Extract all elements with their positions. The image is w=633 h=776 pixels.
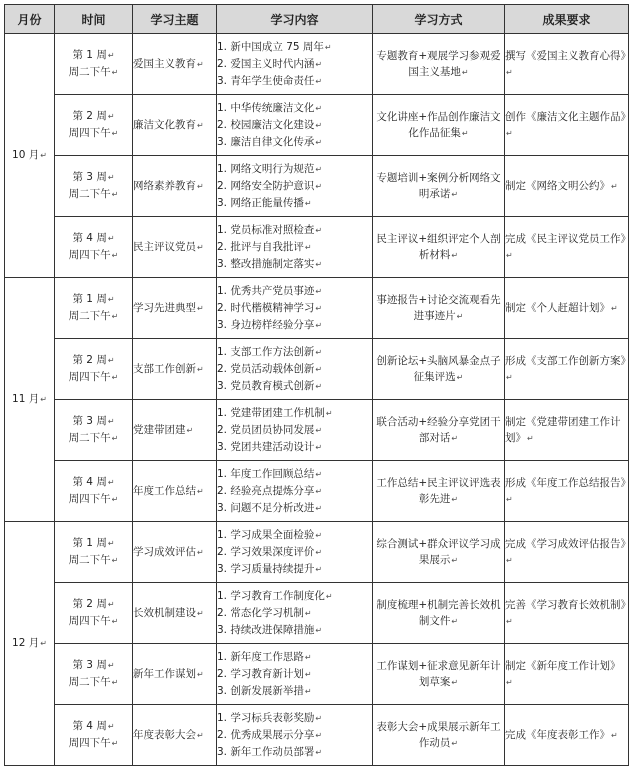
time-cell [55, 400, 133, 461]
content-item: 3. 廉洁自律文化传承↵ [217, 135, 323, 148]
method-text: 专题培训+案例分析网络文明承诺↵ [376, 171, 501, 200]
result-text: 创作《廉洁文化主题作品》↵ [505, 110, 631, 138]
paragraph-mark-icon: ↵ [107, 51, 115, 60]
time-line: 周四下午↵ [68, 127, 119, 139]
theme-text: 网络素养教育↵ [133, 179, 204, 192]
paragraph-mark-icon: ↵ [611, 181, 618, 191]
paragraph-mark-icon: ↵ [111, 251, 119, 260]
content-item: 2. 优秀成果展示分享↵ [217, 728, 323, 741]
paragraph-mark-icon: ↵ [315, 225, 323, 235]
result-cell [505, 34, 629, 95]
header-time: 时间 [55, 5, 133, 34]
paragraph-mark-icon: ↵ [315, 425, 323, 435]
content-item: 3. 问题不足分析改进↵ [217, 501, 323, 514]
method-cell [373, 461, 505, 522]
paragraph-mark-icon: ↵ [315, 76, 323, 86]
paragraph-mark-icon: ↵ [315, 381, 323, 391]
result-cell [505, 522, 629, 583]
content-item: 2. 学习教育新计划↵ [217, 667, 312, 680]
month-label: 12 月↵ [12, 637, 47, 649]
theme-cell [133, 400, 217, 461]
content-item: 3. 网络正能量传播↵ [217, 196, 312, 209]
paragraph-mark-icon: ↵ [197, 303, 204, 313]
paragraph-mark-icon: ↵ [315, 303, 323, 313]
paragraph-mark-icon: ↵ [315, 164, 323, 174]
time-line: 周四下午↵ [68, 615, 119, 627]
time-line: 周二下午↵ [68, 66, 119, 78]
time-line: 第 3 周↵ [72, 659, 115, 671]
result-cell [505, 461, 629, 522]
result-cell [505, 705, 629, 766]
month-label: 10 月↵ [12, 149, 47, 161]
paragraph-mark-icon: ↵ [315, 547, 323, 557]
content-item: 3. 整改措施制定落实↵ [217, 257, 323, 270]
content-item: 1. 新中国成立 75 周年↵ [217, 40, 332, 53]
result-cell [505, 217, 629, 278]
theme-cell [133, 522, 217, 583]
time-line: 周二下午↵ [68, 554, 119, 566]
content-cell [217, 461, 373, 522]
table-row [5, 34, 629, 95]
paragraph-mark-icon: ↵ [197, 669, 204, 679]
content-item: 3. 持续改进保障措施↵ [217, 623, 323, 636]
method-text: 工作谋划+征求意见新年计划草案↵ [376, 659, 501, 688]
theme-cell [133, 644, 217, 705]
table-row [5, 522, 629, 583]
content-cell [217, 217, 373, 278]
paragraph-mark-icon: ↵ [325, 591, 333, 601]
content-item: 2. 时代楷模精神学习↵ [217, 301, 323, 314]
method-cell [373, 583, 505, 644]
theme-text: 爱国主义教育↵ [133, 57, 204, 70]
paragraph-mark-icon: ↵ [197, 59, 204, 69]
paragraph-mark-icon: ↵ [315, 486, 323, 496]
paragraph-mark-icon: ↵ [186, 425, 194, 435]
content-item: 1. 网络文明行为规范↵ [217, 162, 323, 175]
header-month: 月份 [5, 5, 55, 34]
content-item: 2. 党员活动载体创新↵ [217, 362, 323, 375]
theme-text: 廉洁文化教育↵ [133, 118, 204, 131]
month-cell [5, 278, 55, 522]
paragraph-mark-icon: ↵ [315, 347, 323, 357]
paragraph-mark-icon: ↵ [461, 67, 469, 77]
time-cell [55, 583, 133, 644]
time-cell [55, 278, 133, 339]
table-row [5, 644, 629, 705]
theme-cell [133, 95, 217, 156]
method-text: 专题教育+观展学习参观爱国主义基地↵ [376, 49, 501, 78]
paragraph-mark-icon: ↵ [304, 669, 312, 679]
paragraph-mark-icon: ↵ [506, 494, 513, 504]
time-cell [55, 461, 133, 522]
method-text: 事迹报告+讨论交流观看先进事迹片↵ [376, 293, 501, 322]
paragraph-mark-icon: ↵ [111, 678, 119, 687]
theme-cell [133, 217, 217, 278]
method-cell [373, 156, 505, 217]
content-item: 1. 年度工作回顾总结↵ [217, 467, 323, 480]
theme-text: 民主评议党员↵ [133, 240, 204, 253]
method-cell [373, 217, 505, 278]
paragraph-mark-icon: ↵ [111, 617, 119, 626]
paragraph-mark-icon: ↵ [107, 478, 115, 487]
content-item: 3. 新年工作动员部署↵ [217, 745, 323, 758]
content-item: 3. 党团共建活动设计↵ [217, 440, 323, 453]
time-line: 周四下午↵ [68, 249, 119, 261]
paragraph-mark-icon: ↵ [324, 42, 332, 52]
paragraph-mark-icon: ↵ [111, 739, 119, 748]
content-cell [217, 400, 373, 461]
result-text: 完善《学习教育长效机制》↵ [505, 598, 631, 626]
time-cell [55, 705, 133, 766]
theme-cell [133, 278, 217, 339]
content-cell [217, 34, 373, 95]
paragraph-mark-icon: ↵ [315, 730, 323, 740]
paragraph-mark-icon: ↵ [304, 198, 312, 208]
content-cell [217, 522, 373, 583]
content-item: 1. 优秀共产党员事迹↵ [217, 284, 323, 297]
paragraph-mark-icon: ↵ [451, 494, 459, 504]
result-text: 形成《年度工作总结报告》↵ [505, 476, 631, 504]
paragraph-mark-icon: ↵ [315, 103, 323, 113]
header-method: 学习方式 [373, 5, 505, 34]
table-row [5, 583, 629, 644]
paragraph-mark-icon: ↵ [111, 68, 119, 77]
paragraph-mark-icon: ↵ [315, 137, 323, 147]
time-cell [55, 34, 133, 95]
content-cell [217, 705, 373, 766]
result-text: 形成《支部工作创新方案》↵ [505, 354, 631, 382]
paragraph-mark-icon: ↵ [451, 738, 459, 748]
theme-cell [133, 156, 217, 217]
content-item: 2. 党员团员协同发展↵ [217, 423, 323, 436]
content-item: 2. 爱国主义时代内涵↵ [217, 57, 323, 70]
content-item: 1. 党员标准对照检查↵ [217, 223, 323, 236]
content-cell [217, 278, 373, 339]
paragraph-mark-icon: ↵ [197, 547, 204, 557]
table-row [5, 339, 629, 400]
result-cell [505, 278, 629, 339]
paragraph-mark-icon: ↵ [315, 320, 323, 330]
theme-text: 新年工作谋划↵ [133, 667, 204, 680]
paragraph-mark-icon: ↵ [111, 495, 119, 504]
header-theme: 学习主题 [133, 5, 217, 34]
paragraph-mark-icon: ↵ [197, 364, 204, 374]
theme-text: 支部工作创新↵ [133, 362, 204, 375]
time-cell [55, 522, 133, 583]
table-row [5, 461, 629, 522]
theme-text: 年度表彰大会↵ [133, 728, 204, 741]
time-line: 周四下午↵ [68, 371, 119, 383]
paragraph-mark-icon: ↵ [107, 661, 115, 670]
paragraph-mark-icon: ↵ [325, 408, 333, 418]
paragraph-mark-icon: ↵ [451, 189, 459, 199]
paragraph-mark-icon: ↵ [304, 686, 312, 696]
content-item: 2. 学习效果深度评价↵ [217, 545, 323, 558]
paragraph-mark-icon: ↵ [506, 67, 513, 77]
paragraph-mark-icon: ↵ [611, 730, 618, 740]
time-line: 第 4 周↵ [72, 232, 115, 244]
paragraph-mark-icon: ↵ [107, 722, 115, 731]
content-item: 1. 支部工作方法创新↵ [217, 345, 323, 358]
header-row [5, 5, 629, 34]
paragraph-mark-icon: ↵ [461, 128, 469, 138]
time-line: 第 3 周↵ [72, 415, 115, 427]
paragraph-mark-icon: ↵ [111, 190, 119, 199]
paragraph-mark-icon: ↵ [315, 530, 323, 540]
result-cell [505, 156, 629, 217]
method-cell [373, 644, 505, 705]
result-text: 完成《民主评议党员工作》↵ [505, 232, 631, 260]
time-line: 周二下午↵ [68, 188, 119, 200]
result-text: 完成《学习成效评估报告》↵ [505, 537, 631, 565]
content-item: 1. 党建带团建工作机制↵ [217, 406, 333, 419]
paragraph-mark-icon: ↵ [197, 181, 204, 191]
paragraph-mark-icon: ↵ [197, 486, 204, 496]
content-item: 1. 学习标兵表彰奖励↵ [217, 711, 323, 724]
time-line: 周二下午↵ [68, 432, 119, 444]
table-row [5, 95, 629, 156]
paragraph-mark-icon: ↵ [197, 730, 204, 740]
paragraph-mark-icon: ↵ [40, 395, 47, 404]
theme-cell [133, 705, 217, 766]
content-cell [217, 583, 373, 644]
theme-text: 长效机制建设↵ [133, 606, 204, 619]
result-text: 制定《党建带团建工作计划》↵ [505, 415, 621, 444]
paragraph-mark-icon: ↵ [451, 433, 459, 443]
content-item: 1. 学习成果全面检验↵ [217, 528, 323, 541]
time-line: 第 1 周↵ [72, 49, 115, 61]
paragraph-mark-icon: ↵ [107, 539, 115, 548]
content-item: 3. 青年学生使命责任↵ [217, 74, 323, 87]
theme-text: 党建带团建↵ [133, 423, 194, 436]
paragraph-mark-icon: ↵ [315, 469, 323, 479]
table-row [5, 156, 629, 217]
content-item: 1. 学习教育工作制度化↵ [217, 589, 333, 602]
content-item: 1. 中华传统廉洁文化↵ [217, 101, 323, 114]
method-text: 综合测试+群众评议学习成果展示↵ [376, 537, 501, 566]
paragraph-mark-icon: ↵ [451, 250, 459, 260]
paragraph-mark-icon: ↵ [506, 616, 513, 626]
paragraph-mark-icon: ↵ [197, 120, 204, 130]
paragraph-mark-icon: ↵ [107, 356, 115, 365]
theme-cell [133, 583, 217, 644]
paragraph-mark-icon: ↵ [315, 259, 323, 269]
time-line: 第 2 周↵ [72, 354, 115, 366]
time-line: 第 2 周↵ [72, 598, 115, 610]
time-cell [55, 156, 133, 217]
header-result: 成果要求 [505, 5, 629, 34]
paragraph-mark-icon: ↵ [456, 311, 464, 321]
paragraph-mark-icon: ↵ [506, 128, 513, 138]
time-line: 第 1 周↵ [72, 537, 115, 549]
content-item: 2. 常态化学习机制↵ [217, 606, 312, 619]
method-cell [373, 278, 505, 339]
content-cell [217, 156, 373, 217]
month-label: 11 月↵ [12, 393, 47, 405]
time-cell [55, 217, 133, 278]
paragraph-mark-icon: ↵ [506, 250, 513, 260]
month-cell [5, 34, 55, 278]
paragraph-mark-icon: ↵ [197, 608, 204, 618]
result-cell [505, 95, 629, 156]
paragraph-mark-icon: ↵ [315, 503, 323, 513]
time-line: 第 1 周↵ [72, 293, 115, 305]
paragraph-mark-icon: ↵ [527, 433, 534, 443]
paragraph-mark-icon: ↵ [304, 242, 312, 252]
table-row [5, 705, 629, 766]
time-line: 第 4 周↵ [72, 476, 115, 488]
time-line: 周四下午↵ [68, 737, 119, 749]
time-line: 第 3 周↵ [72, 171, 115, 183]
paragraph-mark-icon: ↵ [304, 652, 312, 662]
time-line: 周四下午↵ [68, 493, 119, 505]
method-text: 创新论坛+头脑风暴金点子征集评选↵ [376, 354, 501, 383]
theme-cell [133, 461, 217, 522]
method-cell [373, 400, 505, 461]
paragraph-mark-icon: ↵ [506, 372, 513, 382]
paragraph-mark-icon: ↵ [315, 625, 323, 635]
paragraph-mark-icon: ↵ [107, 295, 115, 304]
paragraph-mark-icon: ↵ [107, 600, 115, 609]
month-cell [5, 522, 55, 766]
content-item: 3. 党员教育模式创新↵ [217, 379, 323, 392]
method-text: 联合活动+经验分享党团干部对话↵ [376, 415, 501, 444]
method-cell [373, 95, 505, 156]
method-text: 表彰大会+成果展示新年工作动员↵ [376, 720, 501, 749]
theme-text: 学习先进典型↵ [133, 301, 204, 314]
paragraph-mark-icon: ↵ [611, 303, 618, 313]
method-text: 文化讲座+作品创作廉洁文化作品征集↵ [376, 110, 501, 139]
theme-cell [133, 339, 217, 400]
paragraph-mark-icon: ↵ [506, 555, 513, 565]
method-cell [373, 522, 505, 583]
content-item: 3. 身边榜样经验分享↵ [217, 318, 323, 331]
paragraph-mark-icon: ↵ [107, 234, 115, 243]
paragraph-mark-icon: ↵ [315, 364, 323, 374]
result-text: 制定《网络文明公约》↵ [505, 179, 618, 192]
result-cell [505, 644, 629, 705]
content-item: 2. 网络安全防护意识↵ [217, 179, 323, 192]
paragraph-mark-icon: ↵ [111, 312, 119, 321]
time-line: 周二下午↵ [68, 676, 119, 688]
method-cell [373, 339, 505, 400]
content-item: 2. 批评与自我批评↵ [217, 240, 312, 253]
result-text: 制定《新年度工作计划》↵ [505, 659, 621, 687]
content-item: 3. 学习质量持续提升↵ [217, 562, 323, 575]
paragraph-mark-icon: ↵ [315, 564, 323, 574]
theme-text: 年度工作总结↵ [133, 484, 204, 497]
result-cell [505, 583, 629, 644]
content-cell [217, 95, 373, 156]
paragraph-mark-icon: ↵ [107, 417, 115, 426]
time-cell [55, 339, 133, 400]
time-cell [55, 95, 133, 156]
paragraph-mark-icon: ↵ [315, 747, 323, 757]
paragraph-mark-icon: ↵ [111, 129, 119, 138]
method-cell [373, 34, 505, 95]
paragraph-mark-icon: ↵ [315, 181, 323, 191]
paragraph-mark-icon: ↵ [197, 242, 204, 252]
study-plan-table [4, 4, 629, 766]
paragraph-mark-icon: ↵ [451, 616, 459, 626]
method-text: 工作总结+民主评议评选表彰先进↵ [376, 476, 501, 505]
paragraph-mark-icon: ↵ [451, 555, 459, 565]
theme-cell [133, 34, 217, 95]
result-cell [505, 339, 629, 400]
paragraph-mark-icon: ↵ [40, 151, 47, 160]
paragraph-mark-icon: ↵ [111, 434, 119, 443]
paragraph-mark-icon: ↵ [111, 373, 119, 382]
paragraph-mark-icon: ↵ [451, 677, 459, 687]
content-item: 2. 经验亮点提炼分享↵ [217, 484, 323, 497]
content-item: 1. 新年度工作思路↵ [217, 650, 312, 663]
table-row [5, 278, 629, 339]
result-text: 制定《个人赶超计划》↵ [505, 301, 618, 314]
time-line: 第 4 周↵ [72, 720, 115, 732]
header-content: 学习内容 [217, 5, 373, 34]
content-cell [217, 339, 373, 400]
result-text: 完成《年度表彰工作》↵ [505, 728, 618, 741]
content-cell [217, 644, 373, 705]
time-line: 周二下午↵ [68, 310, 119, 322]
content-item: 3. 创新发展新举措↵ [217, 684, 312, 697]
paragraph-mark-icon: ↵ [304, 608, 312, 618]
table-row [5, 400, 629, 461]
method-text: 制度梳理+机制完善长效机制文件↵ [376, 598, 501, 627]
method-text: 民主评议+组织评定个人剖析材料↵ [376, 232, 501, 261]
paragraph-mark-icon: ↵ [111, 556, 119, 565]
result-text: 撰写《爱国主义教育心得》↵ [505, 49, 631, 77]
time-line: 第 2 周↵ [72, 110, 115, 122]
result-cell [505, 400, 629, 461]
paragraph-mark-icon: ↵ [506, 677, 513, 687]
paragraph-mark-icon: ↵ [107, 112, 115, 121]
theme-text: 学习成效评估↵ [133, 545, 204, 558]
content-item: 2. 校园廉洁文化建设↵ [217, 118, 323, 131]
time-cell [55, 644, 133, 705]
paragraph-mark-icon: ↵ [40, 639, 47, 648]
table-body [5, 34, 629, 766]
paragraph-mark-icon: ↵ [107, 173, 115, 182]
paragraph-mark-icon: ↵ [315, 442, 323, 452]
method-cell [373, 705, 505, 766]
paragraph-mark-icon: ↵ [456, 372, 464, 382]
paragraph-mark-icon: ↵ [315, 713, 323, 723]
paragraph-mark-icon: ↵ [315, 59, 323, 69]
paragraph-mark-icon: ↵ [315, 286, 323, 296]
table-row [5, 217, 629, 278]
paragraph-mark-icon: ↵ [315, 120, 323, 130]
